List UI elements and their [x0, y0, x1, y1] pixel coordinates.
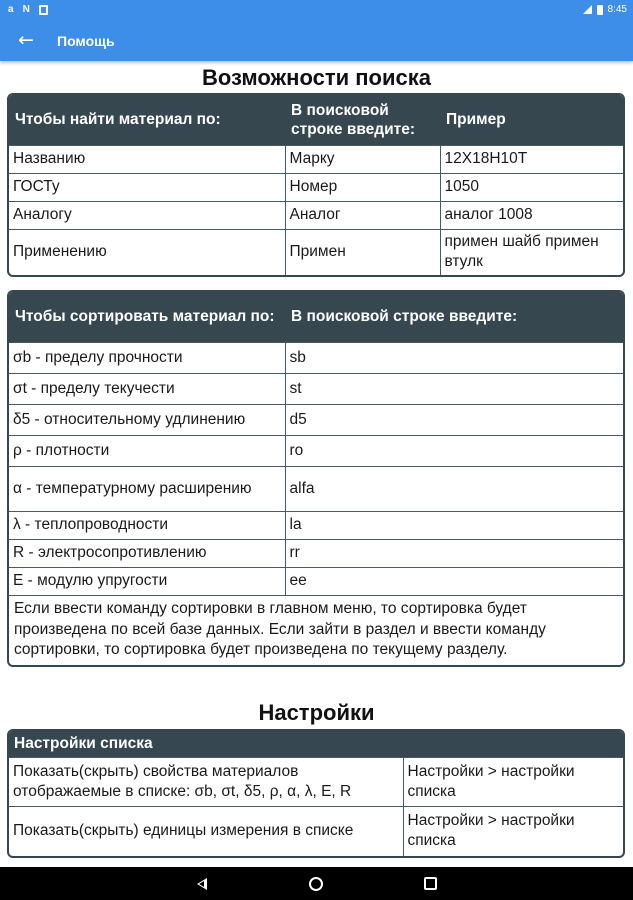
- help-content[interactable]: [0, 61, 633, 867]
- sort-row-1-property: σb - пределу прочности: [9, 342, 285, 373]
- settings-row-2-path: Настройки > настройки списка: [403, 807, 623, 856]
- table-row: [9, 173, 623, 201]
- status-left-icons: [8, 3, 48, 16]
- settings-row-2-description: Показать(скрыть) единицы измерения в списке: [9, 807, 403, 856]
- find-header-col-3: Пример: [440, 95, 623, 145]
- sort-row-4-property: ρ - плотности: [9, 435, 285, 466]
- sort-row-1-command: sb: [285, 342, 623, 373]
- sort-row-7-property: R - электросопротивлению: [9, 539, 285, 567]
- table-row: [9, 404, 623, 435]
- sort-material-table: [7, 290, 625, 667]
- sort-row-2-command: st: [285, 373, 623, 404]
- sort-header-col-2: В поисковой строке введите:: [285, 292, 623, 342]
- sort-row-8-property: E - модулю упругости: [9, 567, 285, 595]
- table-row: [9, 539, 623, 567]
- n-notification-icon: N: [22, 4, 30, 15]
- find-table-header-row: [9, 95, 623, 145]
- find-row-2-criterion: ГОСТу: [9, 173, 285, 201]
- table-row: [9, 145, 623, 173]
- sort-row-6-property: λ - теплопроводности: [9, 511, 285, 539]
- find-row-2-input: Номер: [285, 173, 440, 201]
- find-row-3-example: аналог 1008: [440, 201, 623, 229]
- status-time: 8:45: [607, 4, 627, 15]
- sort-row-5-command: alfa: [285, 466, 623, 511]
- find-row-4-criterion: Применению: [9, 229, 285, 275]
- find-row-3-criterion: Аналогу: [9, 201, 285, 229]
- find-row-1-input: Марку: [285, 145, 440, 173]
- sort-row-3-property: δ5 - относительному удлинению: [9, 404, 285, 435]
- find-row-1-criterion: Названию: [9, 145, 285, 173]
- settings-section-title: Настройки: [258, 700, 375, 725]
- nav-back-icon[interactable]: [197, 878, 207, 890]
- table-row: [9, 567, 623, 595]
- find-header-col-1: Чтобы найти материал по:: [9, 95, 285, 145]
- page-title: Помощь: [57, 33, 115, 49]
- sort-row-8-command: ee: [285, 567, 623, 595]
- sort-row-7-command: rr: [285, 539, 623, 567]
- battery-icon: [597, 5, 603, 15]
- list-settings-table: [7, 729, 625, 858]
- sort-table-header-row: [9, 292, 623, 342]
- sort-row-2-property: σt - пределу текучести: [9, 373, 285, 404]
- sort-row-5-property: α - температурному расширению: [9, 466, 285, 511]
- table-row: [9, 201, 623, 229]
- table-row: [9, 807, 623, 856]
- settings-row-1-description: Показать(скрыть) свойства материалов отображаемые в списке: σb, σt, δ5, ρ, α, λ, E, R: [9, 758, 403, 807]
- table-row: [9, 229, 623, 275]
- find-row-3-input: Аналог: [285, 201, 440, 229]
- find-row-1-example: 12Х18Н10Т: [440, 145, 623, 173]
- back-arrow-icon[interactable]: ←: [18, 29, 34, 51]
- sort-row-4-command: ro: [285, 435, 623, 466]
- sort-note: Если ввести команду сортировки в главном меню, то сортировка будет произведена по всей базе данных. Если зайти в раздел и ввести команду сортировки, то сортировка будет произведена по текущему разделу.: [9, 595, 623, 665]
- table-row: [9, 342, 623, 373]
- sort-row-3-command: d5: [285, 404, 623, 435]
- find-row-4-input: Примен: [285, 229, 440, 275]
- table-row: [9, 435, 623, 466]
- settings-row-1-path: Настройки > настройки списка: [403, 758, 623, 807]
- square-notification-icon: [39, 5, 48, 15]
- find-row-2-example: 1050: [440, 173, 623, 201]
- table-row: [9, 511, 623, 539]
- signal-icon: [583, 5, 592, 14]
- table-row: [9, 466, 623, 511]
- app-bar: [0, 20, 633, 61]
- sort-header-col-1: Чтобы сортировать материал по:: [9, 292, 285, 342]
- table-row: [9, 373, 623, 404]
- status-right-icons: [583, 3, 627, 16]
- search-section-title: Возможности поиска: [202, 65, 431, 90]
- nav-recents-icon[interactable]: [424, 877, 437, 890]
- table-row: [9, 758, 623, 807]
- find-material-table: [7, 93, 625, 277]
- find-header-col-2: В поисковой строке введите:: [285, 95, 440, 145]
- status-bar: [0, 0, 633, 20]
- notification-icon: a: [8, 4, 14, 15]
- list-settings-header: Настройки списка: [9, 731, 623, 757]
- nav-home-icon[interactable]: [309, 877, 323, 891]
- find-row-4-example: примен шайб примен втулк: [440, 229, 623, 275]
- system-navigation-bar: [0, 867, 633, 900]
- sort-row-6-command: la: [285, 511, 623, 539]
